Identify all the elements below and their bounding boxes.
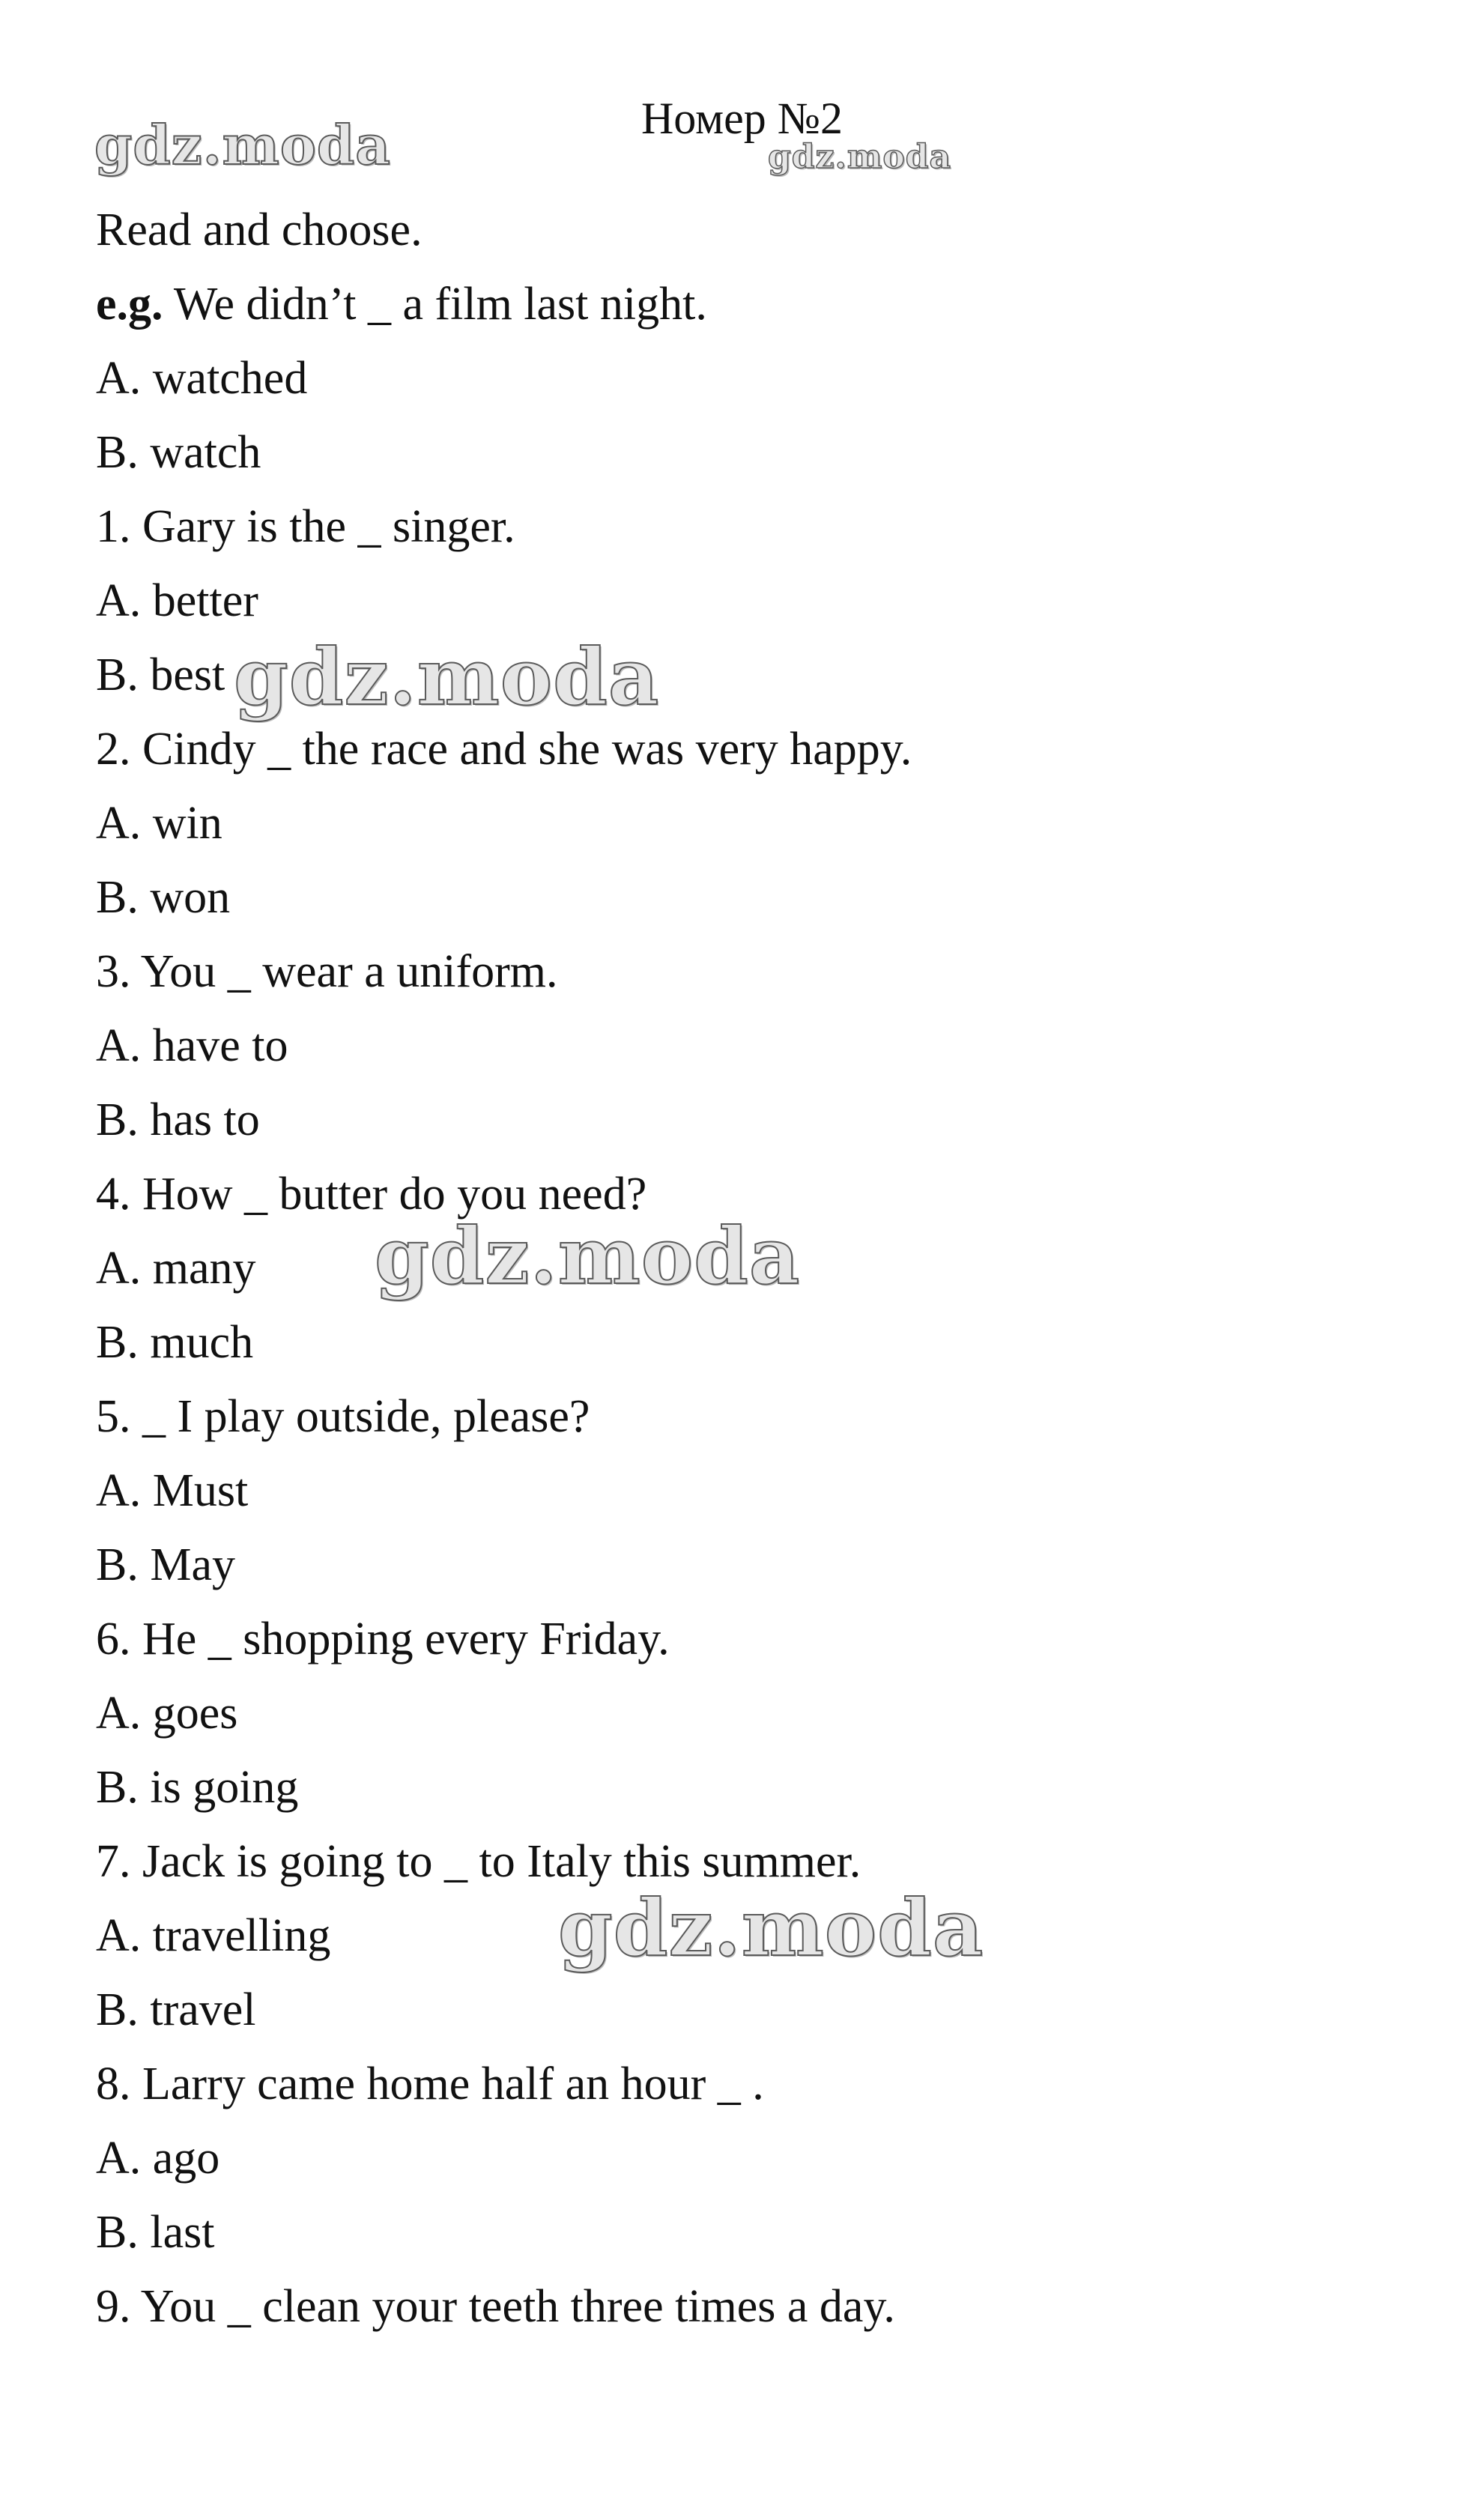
watermark-logo: gdz.moda: [375, 1210, 801, 1302]
example-sentence: [96, 267, 912, 342]
question-8: 8. Larry came home half an hour _ .: [96, 2059, 764, 2109]
page-title: Номер №2: [640, 94, 844, 143]
question-3-option-b: B. has to: [96, 1094, 260, 1145]
example-text: We didn’t _ a film last night.: [163, 279, 707, 330]
question-4: 4. How _ butter do you need?: [96, 1169, 647, 1220]
question-6-option-a: A. goes: [96, 1688, 238, 1739]
question-8-option-b: B. last: [96, 2207, 215, 2258]
example-option-a: A. watched: [96, 353, 308, 404]
question-4-option-b: B. much: [96, 1317, 254, 1368]
question-5-option-b: B. May: [96, 1539, 235, 1590]
question-2-option-b: B. won: [96, 872, 231, 923]
question-4-option-a: A. many: [96, 1243, 256, 1294]
question-1: 1. Gary is the _ singer.: [96, 501, 515, 552]
question-7-option-a: A. travelling: [96, 1910, 331, 1961]
question-7: 7. Jack is going to _ to Italy this summer.: [96, 1836, 861, 1887]
watermark-logo: gdz.moda: [94, 113, 391, 177]
question-3-option-a: A. have to: [96, 1020, 288, 1071]
question-6-option-b: B. is going: [96, 1762, 299, 1813]
watermark-logo: gdz.moda: [558, 1882, 984, 1974]
question-9: 9. You _ clean your teeth three times a day.: [96, 2281, 895, 2332]
watermark-logo: gdz.moda: [768, 138, 952, 176]
question-7-option-b: B. travel: [96, 1984, 256, 2035]
question-6: 6. He _ shopping every Friday.: [96, 1614, 670, 1665]
question-5: 5. _ I play outside, please?: [96, 1391, 590, 1442]
watermark-logo: gdz.moda: [234, 631, 660, 723]
question-1-option-a: A. better: [96, 575, 258, 626]
example-option-b: B. watch: [96, 427, 261, 478]
example-prefix: e.g.: [96, 279, 163, 330]
question-3: 3. You _ wear a uniform.: [96, 946, 558, 997]
question-2: 2. Cindy _ the race and she was very happy.: [96, 724, 912, 775]
question-5-option-a: A. Must: [96, 1465, 249, 1516]
question-1-option-b: B. best: [96, 649, 225, 700]
instruction: Read and choose.: [96, 205, 423, 255]
question-8-option-a: A. ago: [96, 2133, 220, 2184]
question-2-option-a: A. win: [96, 798, 222, 849]
